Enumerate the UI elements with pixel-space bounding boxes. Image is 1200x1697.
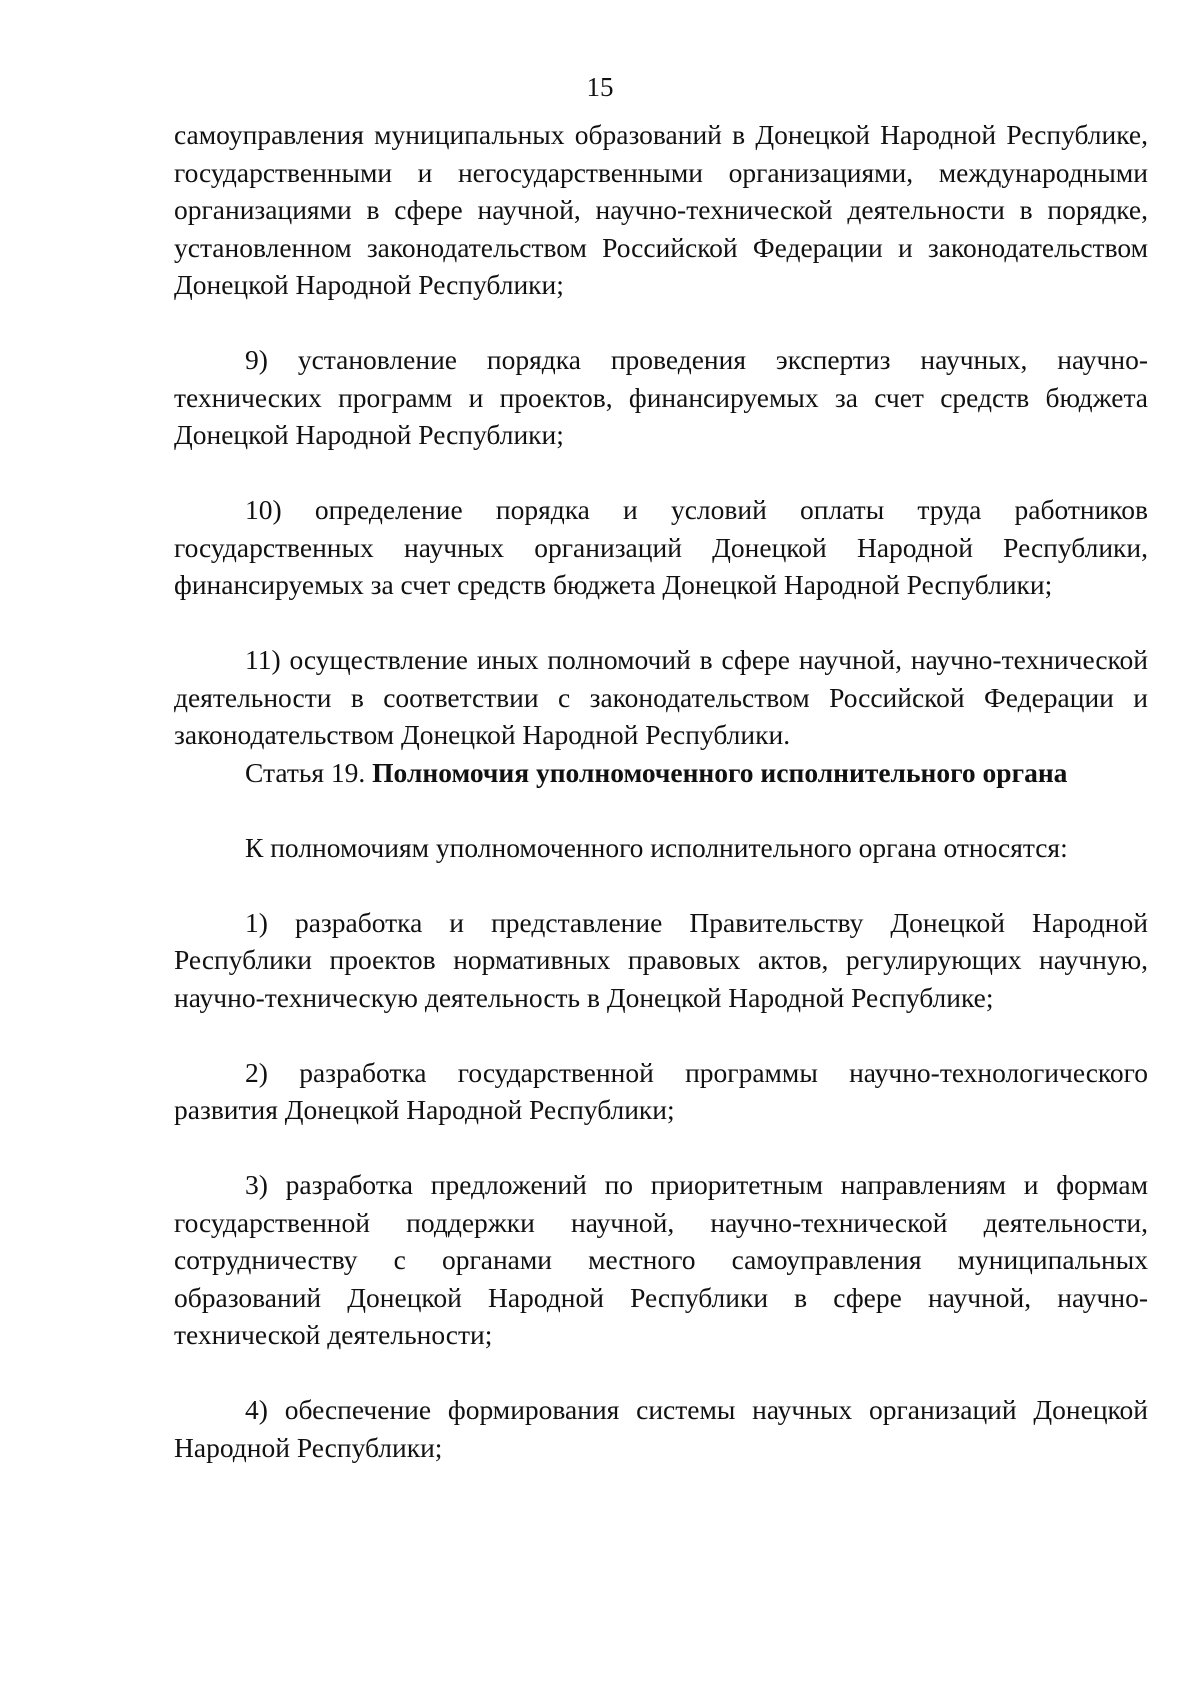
article-item-2: 2) разработка государственной программы научно-технологического развития Донецкой Народной Республики; <box>174 1056 1148 1125</box>
article-item-4: 4) обеспечение формирования системы научных организаций Донецкой Народной Республики; <box>174 1394 1148 1463</box>
article-intro: К полномочиям уполномоченного исполнительного органа относятся: <box>245 831 1068 863</box>
paragraph-continuation: самоуправления муниципальных образований в Донецкой Народной Республике, государственными и негосударственными организациями, международными организациями в сфере научной, научно-технической деятельности в порядке, установленном законодательством Российской Федерации и законодательством Донецкой Народной Республики; <box>174 119 1148 300</box>
article-label: Статья 19. <box>245 756 366 788</box>
article-item-3: 3) разработка предложений по приоритетным направлениям и формам государственной поддержки научной, научно-технической деятельности, сотрудничеству с органами местного самоуправления муниципальных образований Донецкой Народной Республики в сфере научной, научно-технической деятельности; <box>174 1169 1148 1350</box>
document-body <box>174 116 1148 1466</box>
list-item-10: 10) определение порядка и условий оплаты труда работников государственных научных организаций Донецкой Народной Республики, финансируемых за счет средств бюджета Донецкой Народной Республики; <box>174 494 1148 600</box>
list-item-9: 9) установление порядка проведения экспертиз научных, научно-технических программ и проектов, финансируемых за счет средств бюджета Донецкой Народной Республики; <box>174 344 1148 450</box>
list-item-11: 11) осуществление иных полномочий в сфере научной, научно-технической деятельности в соответствии с законодательством Российской Федерации и законодательством Донецкой Народной Республики. <box>174 644 1148 750</box>
article-heading <box>174 754 1148 792</box>
page-number: 15 <box>586 72 614 102</box>
article-title: Полномочия уполномоченного исполнительного органа <box>372 756 1068 788</box>
article-item-1: 1) разработка и представление Правительству Донецкой Народной Республики проектов нормативных правовых актов, регулирующих научную, научно-техническую деятельность в Донецкой Народной Республике; <box>174 906 1148 1013</box>
